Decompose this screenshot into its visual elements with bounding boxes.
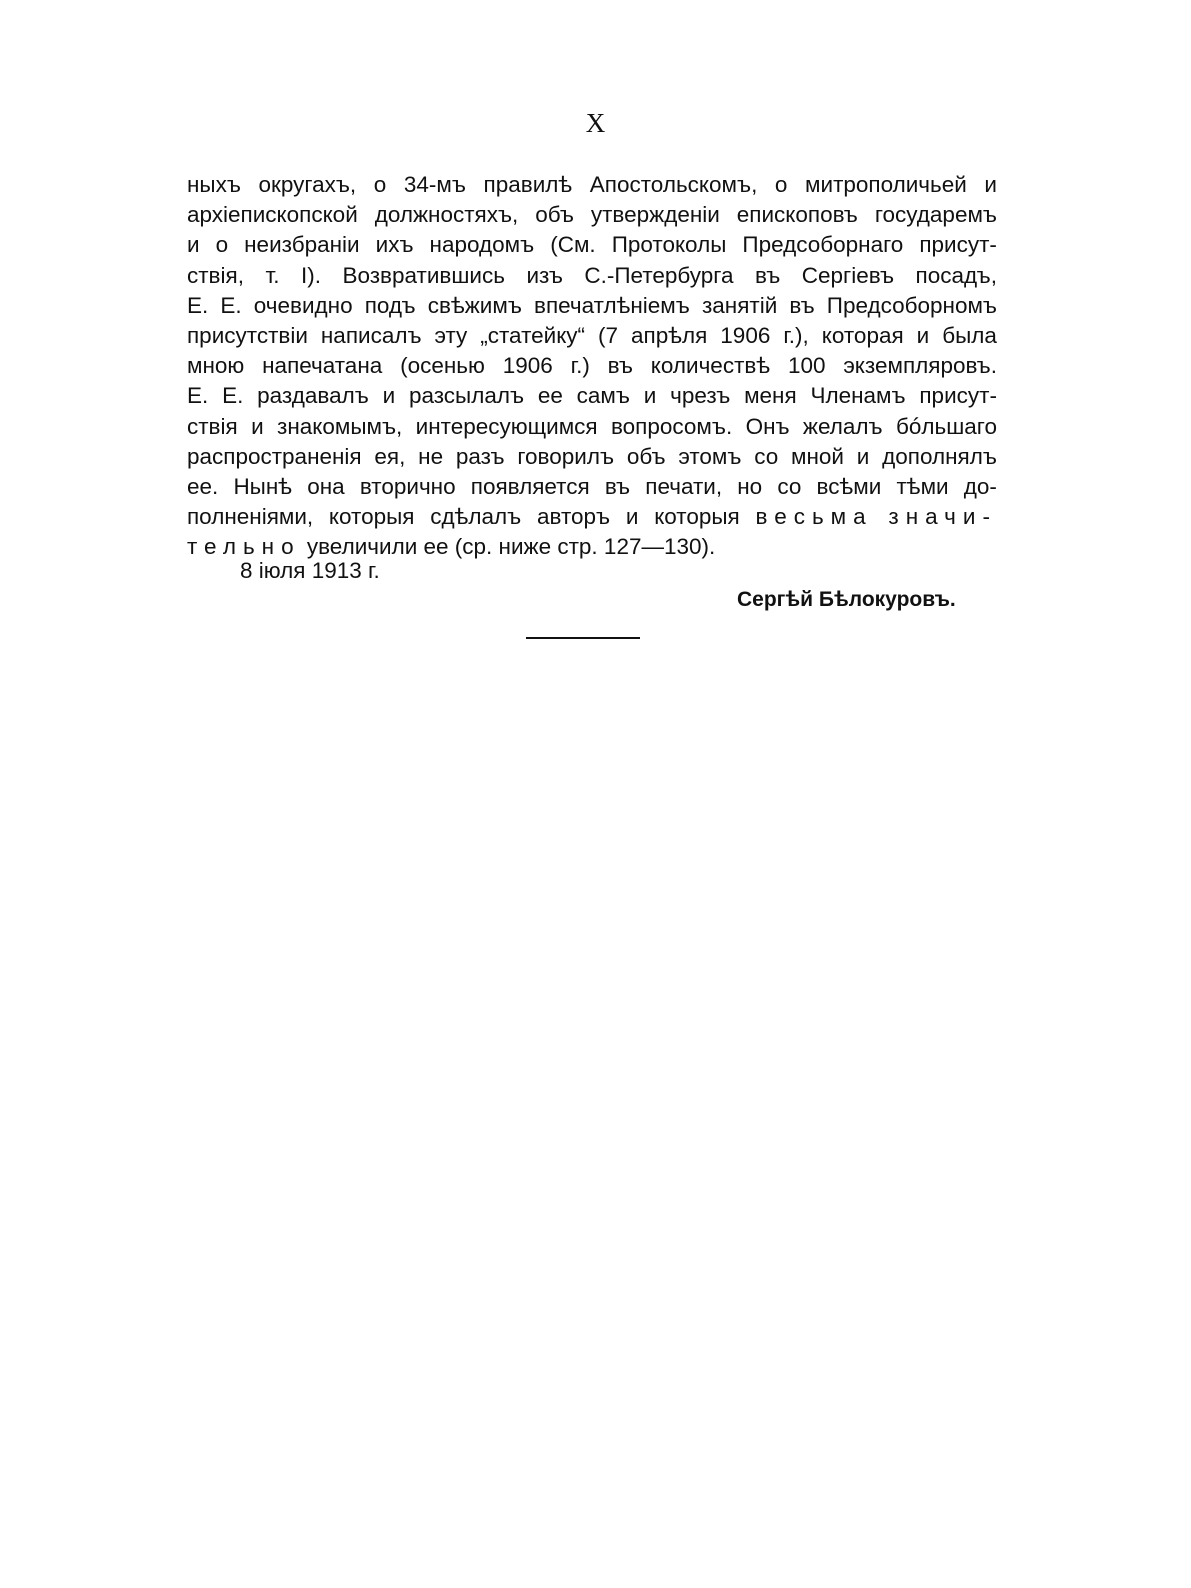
text-word: увеличили ее (ср. ниже стр. 127—130). — [300, 534, 716, 560]
text-word: г.) — [570, 353, 590, 379]
text-word: полненіями, — [187, 504, 314, 530]
text-word: и — [382, 383, 396, 409]
text-word: значи- — [888, 504, 997, 530]
text-word: авторъ — [536, 504, 611, 530]
text-word: о — [215, 232, 229, 258]
date-line: 8 іюля 1913 г. — [240, 558, 380, 583]
text-word: Онъ — [745, 413, 790, 439]
text-word: Членамъ — [810, 383, 906, 409]
text-word: появляется — [470, 473, 590, 499]
text-word: ныхъ — [187, 172, 241, 197]
text-word: архіепископской — [187, 202, 358, 228]
text-word: присут- — [919, 383, 997, 409]
text-word: распространенія — [187, 443, 362, 469]
text-line — [187, 230, 997, 260]
text-word: и — [856, 443, 870, 469]
text-word: которыя — [654, 504, 740, 530]
text-word: Нынѣ — [233, 473, 293, 499]
text-word: чрезъ — [670, 383, 731, 409]
text-word: говорилъ — [517, 443, 615, 469]
text-word: ея, — [374, 443, 406, 469]
text-word: изъ — [526, 262, 563, 288]
text-word: весьма — [755, 504, 873, 530]
text-line — [187, 381, 997, 411]
text-word: т. — [265, 262, 280, 288]
text-word: Е. — [187, 383, 209, 409]
text-word: экземпляровъ. — [843, 353, 997, 379]
text-word: Е. — [220, 292, 242, 318]
text-word: знакомымъ, — [277, 413, 403, 439]
text-word: 100 — [787, 353, 826, 379]
text-word: въ — [755, 262, 781, 288]
text-word: до- — [963, 473, 997, 499]
text-line — [187, 472, 997, 502]
text-word: Сергіевъ — [801, 262, 895, 288]
text-word: въ — [607, 353, 633, 379]
text-word: государемъ — [874, 202, 997, 228]
text-line — [187, 261, 997, 291]
text-word: бóльшаго — [895, 413, 997, 439]
text-word: не — [418, 443, 444, 469]
text-word: присут- — [919, 232, 997, 258]
text-word: разъ — [455, 443, 505, 469]
text-word: раздавалъ — [257, 383, 369, 409]
text-word: свѣжимъ — [427, 292, 522, 318]
text-word: занятій — [701, 292, 778, 318]
text-word: ее — [537, 383, 563, 409]
text-word: (7 — [598, 322, 619, 348]
text-word: печати, — [645, 473, 723, 499]
text-word: вопросомъ. — [610, 413, 733, 439]
text-word: 1906 — [720, 322, 771, 348]
text-word: и — [187, 232, 200, 258]
text-word: желалъ — [802, 413, 883, 439]
text-word: Е. — [187, 292, 209, 318]
text-word: утвержденіи — [590, 202, 720, 228]
text-word: посадъ, — [915, 262, 997, 288]
text-word: всѣми — [816, 473, 882, 499]
text-word: которая — [821, 322, 904, 348]
text-word: въ — [604, 473, 631, 499]
text-word: и — [916, 322, 930, 348]
text-word: интересующимся — [415, 413, 598, 439]
text-word: объ — [626, 443, 666, 469]
text-word: правилѣ — [483, 172, 573, 197]
text-word: Предсоборнаго — [742, 232, 904, 258]
text-word: Предсоборномъ — [826, 292, 997, 318]
text-word: этомъ — [678, 443, 742, 469]
text-line — [187, 170, 997, 200]
text-word: и — [643, 383, 657, 409]
text-word: Возвратившись — [342, 262, 505, 288]
text-word: подъ — [364, 292, 416, 318]
text-word: Е. — [222, 383, 244, 409]
text-word: тѣми — [896, 473, 949, 499]
text-word: митрополичьей — [805, 172, 967, 197]
text-word: ихъ — [375, 232, 414, 258]
text-word: и — [984, 172, 997, 197]
text-word: написалъ — [320, 322, 422, 348]
text-word: количествѣ — [650, 353, 771, 379]
text-word: разсылалъ — [408, 383, 525, 409]
text-word: вторично — [359, 473, 456, 499]
text-line — [187, 442, 997, 472]
signature: Сергѣй Бѣлокуровъ. — [737, 588, 956, 611]
text-word: 1906 — [502, 353, 553, 379]
text-word: апрѣля — [631, 322, 708, 348]
text-word: сдѣлалъ — [430, 504, 522, 530]
text-word: самъ — [576, 383, 630, 409]
text-word: присутствіи — [187, 322, 308, 348]
text-word: объ — [535, 202, 574, 228]
text-word: мной — [791, 443, 844, 469]
text-word: которыя — [328, 504, 415, 530]
text-word: она — [307, 473, 345, 499]
text-line — [187, 321, 997, 351]
closing-rule — [526, 637, 640, 639]
text-word: мною — [187, 353, 245, 379]
text-word: I). — [300, 262, 321, 288]
text-line — [187, 502, 997, 532]
text-word: должностяхъ, — [374, 202, 519, 228]
text-word: (См. — [550, 232, 596, 258]
text-word: со — [777, 473, 802, 499]
text-word: народомъ — [429, 232, 535, 258]
text-word: „статейку“ — [480, 322, 586, 348]
text-word: меня — [744, 383, 797, 409]
text-word: Протоколы — [611, 232, 727, 258]
text-word: г.), — [783, 322, 809, 348]
text-word: ствія — [187, 413, 238, 439]
text-line — [187, 200, 997, 230]
text-word: (осенью — [400, 353, 485, 379]
text-word: ствія, — [187, 262, 244, 288]
text-word: округахъ, — [258, 172, 357, 197]
text-word: тельно — [187, 534, 301, 560]
text-line — [187, 412, 997, 442]
text-word: и — [625, 504, 639, 530]
text-word: была — [942, 322, 997, 348]
text-word: о — [774, 172, 788, 197]
body-text — [187, 170, 997, 562]
text-word: о — [373, 172, 387, 197]
text-word: и — [251, 413, 264, 439]
text-word: ее. — [187, 473, 219, 499]
text-line — [187, 291, 997, 321]
text-line — [187, 351, 997, 381]
text-word: но — [737, 473, 763, 499]
text-word: впечатлѣніемъ — [534, 292, 690, 318]
text-word: С.-Петербурга — [584, 262, 734, 288]
text-word: очевидно — [253, 292, 353, 318]
text-word: епископовъ — [736, 202, 858, 228]
text-word: дополнялъ — [882, 443, 997, 469]
text-word: 34-мъ — [403, 172, 466, 197]
page-number: X — [585, 108, 606, 138]
text-word: неизбраніи — [244, 232, 360, 258]
text-word: напечатана — [262, 353, 383, 379]
text-word: Апостольскомъ, — [589, 172, 758, 197]
text-word: эту — [434, 322, 468, 348]
text-word: со — [754, 443, 779, 469]
text-word: въ — [789, 292, 815, 318]
